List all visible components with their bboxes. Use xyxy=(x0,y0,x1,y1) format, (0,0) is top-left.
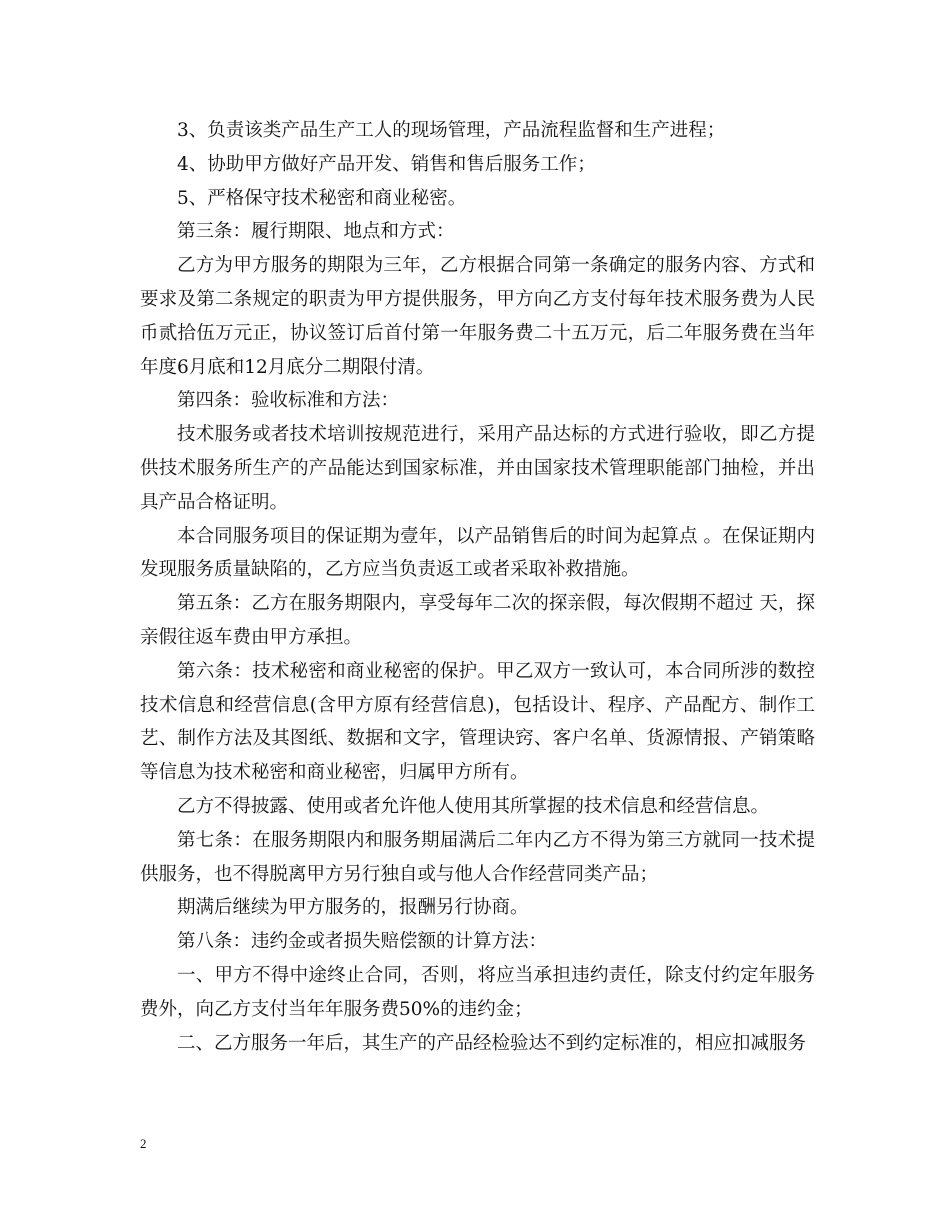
article-7-paragraph: 第七条：在服务期限内和服务期届满后二年内乙方不得为第三方就同一技术提供服务，也不得脱离甲方另行独自或与他人合作经营同类产品； xyxy=(140,829,815,885)
paragraph-item-5: 5、严格保守技术秘密和商业秘密。 xyxy=(177,187,467,209)
document-body xyxy=(140,114,815,1060)
article-3-body: 乙方为甲方服务的期限为三年，乙方根据合同第一条确定的服务内容、方式和要求及第二条规定的职责为甲方提供服务，甲方向乙方支付每年技术服务费为人民币贰拾伍万元正，协议签订后首付第一年服务费二十五万元，后二年服务费在当年年度6月底和12月底分二期限付清。 xyxy=(140,255,815,378)
penalty-item-2: 二、乙方服务一年后，其生产的产品经检验达不到约定标准的，相应扣减服务 xyxy=(177,1032,807,1054)
paragraph-item-3: 3、负责该类产品生产工人的现场管理，产品流程监督和生产进程； xyxy=(177,120,726,141)
article-6-paragraph: 第六条：技术秘密和商业秘密的保护。甲乙双方一致认可，本合同所涉的数控技术信息和经营信息(含甲方原有经营信息)，包括设计、程序、产品配方、制作工艺、制作方法及其图纸、数据和文字，管理诀窍、客户名单、货源情报、产销策略等信息为技术秘密和商业秘密，归属甲方所有。 xyxy=(140,660,815,784)
page-number: 2 xyxy=(140,1136,147,1151)
article-3-heading: 第三条：履行期限、地点和方式： xyxy=(177,221,455,243)
warranty-paragraph: 本合同服务项目的保证期为壹年，以产品销售后的时间为起算点 。在保证期内发现服务质量缺陷的，乙方应当负责返工或者采取补救措施。 xyxy=(140,525,815,581)
article-4-heading: 第四条：验收标准和方法： xyxy=(177,390,400,412)
paragraph-item-4: 4、协助甲方做好产品开发、销售和售后服务工作； xyxy=(177,153,596,175)
disclosure-paragraph: 乙方不得披露、使用或者允许他人使用其所掌握的技术信息和经营信息。 xyxy=(177,795,770,817)
article-5-paragraph: 第五条：乙方在服务期限内，享受每年二次的探亲假，每次假期不超过 天，探亲假往返车费由甲方承担。 xyxy=(140,593,815,648)
article-8-heading: 第八条：违约金或者损失赔偿额的计算方法： xyxy=(177,931,548,953)
penalty-item-1: 一、甲方不得中途终止合同，否则，将应当承担违约责任，除支付约定年服务费外，向乙方支付当年年服务费50%的违约金； xyxy=(140,964,815,1020)
article-4-body: 技术服务或者技术培训按规范进行，采用产品达标的方式进行验收，即乙方提供技术服务所生产的产品能达到国家标准，并由国家技术管理职能部门抽检，并出具产品合格证明。 xyxy=(140,424,815,513)
renewal-paragraph: 期满后继续为甲方服务的，报酬另行协商。 xyxy=(177,897,529,919)
